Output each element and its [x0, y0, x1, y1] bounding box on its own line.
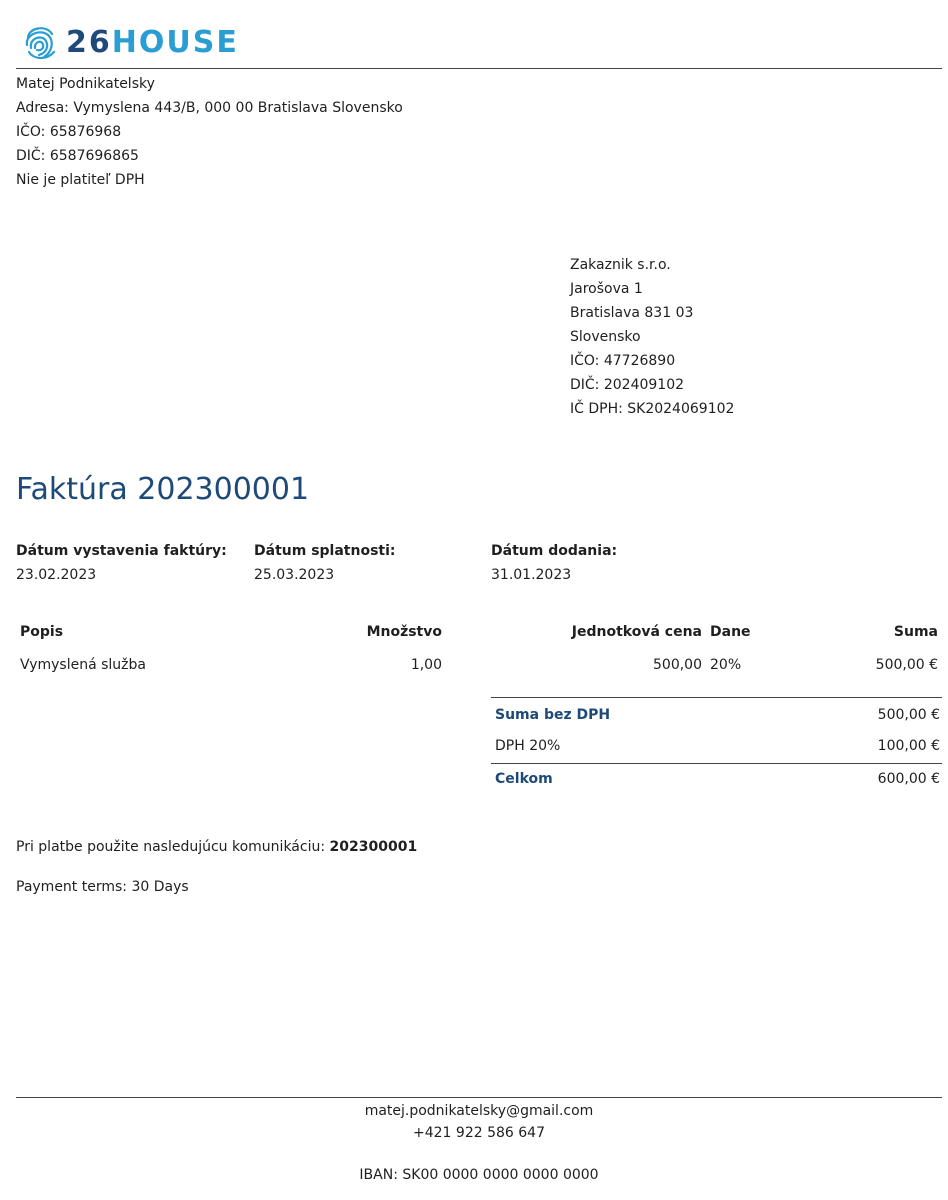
total-value: 600,00 € [877, 771, 940, 787]
totals-divider-top [491, 697, 942, 698]
delivery-date-value: 31.01.2023 [491, 567, 572, 583]
subtotal-value: 500,00 € [877, 707, 940, 723]
issue-date-label: Dátum vystavenia faktúry: [16, 543, 227, 559]
header-divider [16, 68, 942, 69]
fingerprint-logo-icon [24, 24, 58, 62]
payment-communication [16, 837, 417, 857]
logo-wordmark: 26HOUSE [66, 25, 239, 60]
line-unit-price: 500,00 [653, 657, 702, 673]
footer-contact [16, 1100, 942, 1144]
customer-city: Bratislava 831 03 [570, 305, 694, 321]
company-vat-status: Nie je platiteľ DPH [16, 172, 145, 188]
invoice-title: Faktúra 202300001 [16, 472, 310, 507]
column-header-amount: Suma [893, 624, 938, 640]
customer-country: Slovensko [570, 329, 641, 345]
line-amount: 500,00 € [875, 657, 938, 673]
payment-terms: Payment terms: 30 Days [16, 879, 189, 895]
line-description: Vymyslená služba [20, 657, 146, 673]
footer-iban: IBAN: SK00 0000 0000 0000 0000 [359, 1167, 599, 1183]
customer-name: Zakaznik s.r.o. [570, 257, 671, 273]
line-taxes: 20% [710, 657, 742, 673]
tax-label: DPH 20% [495, 738, 561, 754]
customer-details [570, 253, 734, 421]
totals-divider-bottom [491, 763, 942, 764]
footer-email: matej.podnikatelsky@gmail.com [364, 1103, 594, 1119]
column-header-quantity: Množstvo [366, 624, 442, 640]
tax-value: 100,00 € [877, 738, 940, 754]
footer-divider [16, 1097, 942, 1098]
customer-ic-dph: IČ DPH: SK2024069102 [570, 401, 735, 417]
total-label: Celkom [495, 771, 553, 787]
company-dic: DIČ: 6587696865 [16, 148, 139, 164]
company-name: Matej Podnikatelsky [16, 76, 155, 92]
due-date-value: 25.03.2023 [254, 567, 335, 583]
company-details [16, 72, 403, 192]
subtotal-label: Suma bez DPH [495, 707, 611, 723]
column-header-unit-price: Jednotková cena [571, 624, 702, 640]
line-quantity: 1,00 [410, 657, 442, 673]
column-header-description: Popis [20, 624, 64, 640]
payment-reference: 202300001 [329, 839, 418, 855]
company-address: Adresa: Vymyslena 443/B, 000 00 Bratislava Slovensko [16, 100, 403, 116]
customer-street: Jarošova 1 [570, 281, 643, 297]
due-date-label: Dátum splatnosti: [254, 543, 396, 559]
delivery-date-label: Dátum dodania: [491, 543, 618, 559]
payment-communication-text: Pri platbe použite nasledujúcu komunikáciu: [16, 839, 330, 855]
footer-bank [16, 1164, 942, 1186]
customer-dic: DIČ: 202409102 [570, 377, 685, 393]
issue-date-value: 23.02.2023 [16, 567, 97, 583]
column-header-taxes: Dane [710, 624, 751, 640]
footer-phone: +421 922 586 647 [413, 1125, 545, 1141]
customer-ico: IČO: 47726890 [570, 353, 676, 369]
company-logo [24, 23, 239, 63]
company-ico: IČO: 65876968 [16, 124, 122, 140]
